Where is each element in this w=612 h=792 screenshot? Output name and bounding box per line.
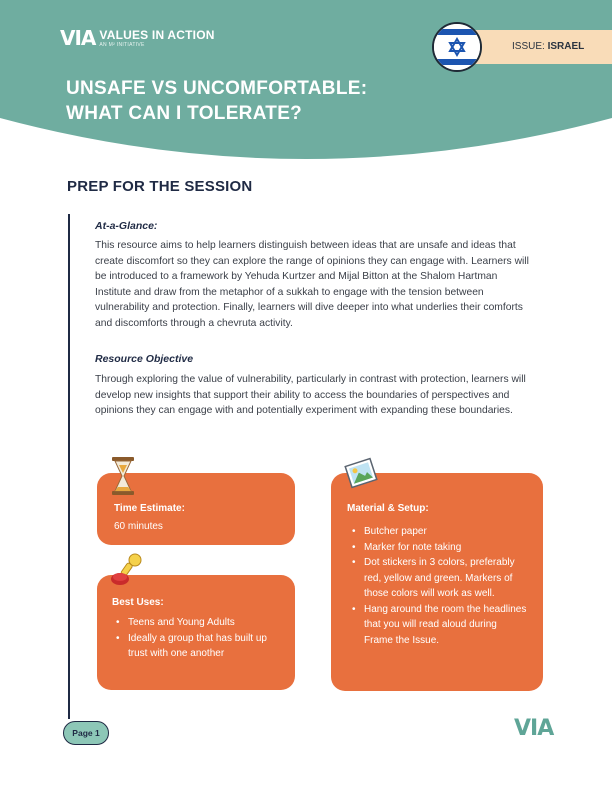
best-uses-list <box>114 615 284 662</box>
best-uses-item: • Teens and Young Adults <box>114 615 284 631</box>
issue-label: ISSUE: <box>512 41 545 52</box>
title-line-1: UNSAFE VS UNCOMFORTABLE: <box>66 78 368 99</box>
objective-text: Through exploring the value of vulnerability, particularly in contrast with protection, learners will develop new insights that support their ability to access the boundaries of perspectives and opinions they can engage with and potentially experiment with expanding these boundaries. <box>95 374 526 417</box>
at-a-glance-label: At-a-Glance: <box>95 220 158 232</box>
issue-text <box>512 41 584 52</box>
material-item: • Hang around the room the headlines that you will read aloud during Frame the Issue. <box>350 602 528 649</box>
material-item: • Marker for note taking <box>350 540 528 556</box>
page-number-badge: Page 1 <box>63 721 109 745</box>
material-item: • Dot stickers in 3 colors, preferably red, yellow and green. Markers of those colors will work as well. <box>350 555 528 602</box>
material-setup-list <box>350 524 528 648</box>
footer-logo[interactable]: VIA <box>514 716 554 741</box>
time-estimate-title: Time Estimate: <box>114 503 185 514</box>
page-title <box>66 76 466 126</box>
israel-flag-icon <box>432 22 482 72</box>
at-a-glance-text: This resource aims to help learners distinguish between ideas that are unsafe and ideas that create discomfort so they can explore the range of opinions they can engage with. Learners will be introduced to a framework by Yehuda Kurtzer and Mijal Bitton at the Shalom Hartman Institute and draw from the metaphor of a sukkah to engage with the tension between vulnerability and protection. Finally, learners will dive deeper into what underlies their comforts and discomforts through a chevruta activity. <box>95 240 529 329</box>
logo-mark: VIA <box>60 26 96 50</box>
objective-label: Resource Objective <box>95 353 194 365</box>
material-item: • Butcher paper <box>350 524 528 540</box>
issue-badge <box>460 30 612 64</box>
left-divider-line <box>68 214 70 719</box>
best-uses-title: Best Uses: <box>112 597 164 608</box>
issue-value: ISRAEL <box>547 41 585 52</box>
material-setup-title: Material & Setup: <box>347 503 429 514</box>
picture-icon <box>343 455 379 491</box>
stamp-icon <box>110 553 144 589</box>
best-uses-item: • Ideally a group that has built up trust with one another <box>114 631 284 662</box>
material-setup-card <box>331 473 543 691</box>
section-heading: PREP FOR THE SESSION <box>67 178 253 195</box>
via-logo[interactable] <box>60 28 215 49</box>
title-line-2: WHAT CAN I TOLERATE? <box>66 103 303 124</box>
hourglass-icon <box>110 456 136 496</box>
logo-title: VALUES IN ACTION <box>99 28 215 42</box>
best-uses-card <box>97 575 295 690</box>
time-estimate-value: 60 minutes <box>114 521 163 532</box>
logo-subtitle: AN M² INITIATIVE <box>99 42 145 48</box>
